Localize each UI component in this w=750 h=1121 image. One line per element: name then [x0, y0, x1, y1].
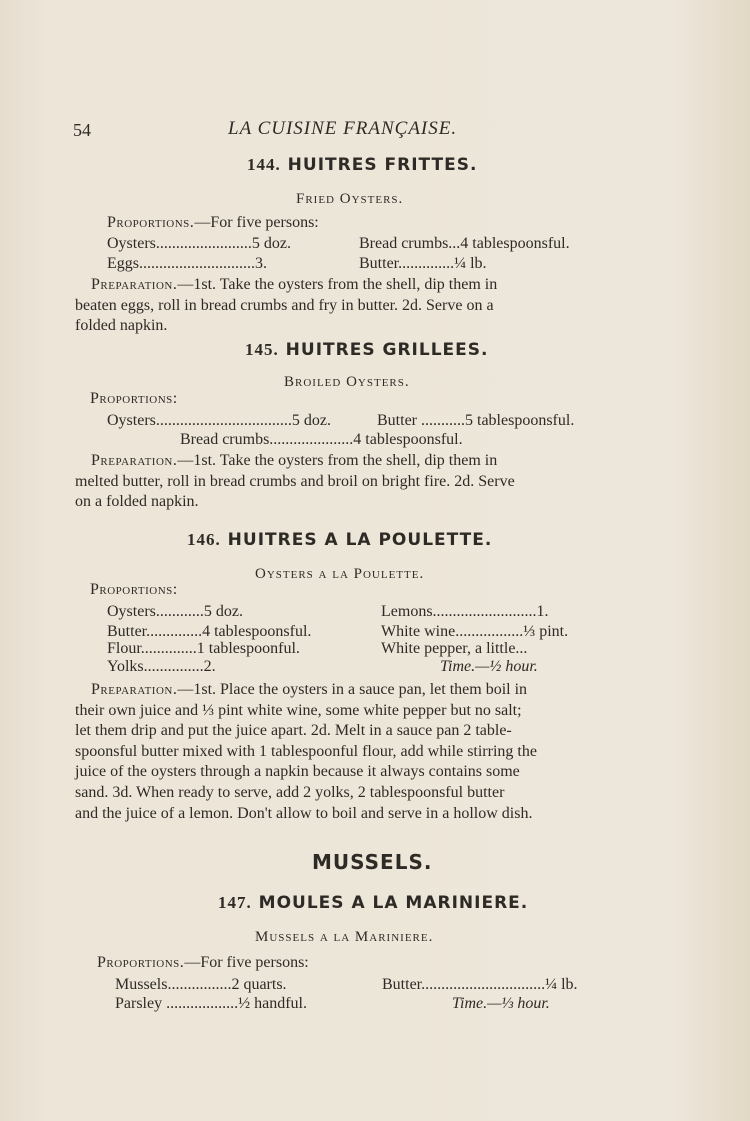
ingredient: Mussels................2 quarts. — [115, 976, 287, 993]
page-number: 54 — [73, 120, 91, 140]
prep-line: and the juice of a lemon. Don't allow to boil and serve in a hollow dish. — [75, 804, 533, 822]
recipe-147-heading — [218, 893, 528, 913]
proportions-note: —For five persons: — [184, 954, 309, 971]
recipe-146-subtitle: Oysters a la Poulette. — [255, 566, 425, 582]
prep-line: —1st. Take the oysters from the shell, dip them in — [177, 452, 498, 469]
recipe-title: HUITRES FRITTES. — [287, 155, 478, 175]
ingredient: Butter..............¼ lb. — [359, 255, 487, 272]
ingredient: Oysters............5 doz. — [107, 603, 243, 620]
prep-line: —1st. Take the oysters from the shell, dip them in — [177, 276, 498, 293]
ingredient: Bread crumbs.....................4 tablespoonsful. — [180, 431, 463, 448]
recipe-title: HUITRES A LA POULETTE. — [227, 530, 493, 550]
recipe-145-heading — [245, 340, 488, 360]
ingredient: Eggs.............................3. — [107, 255, 267, 272]
prep-line: spoonsful butter mixed with 1 tablespoonful flour, add while stirring the — [75, 742, 537, 760]
ingredient: Oysters........................5 doz. — [107, 235, 291, 252]
recipe-number: 146. — [187, 530, 221, 549]
recipe-145-proportions: Proportions: — [90, 390, 178, 407]
recipe-title: HUITRES GRILLEES. — [285, 340, 489, 360]
proportions-label: Proportions. — [107, 214, 195, 231]
cooking-time: Time.—½ hour. — [440, 658, 538, 675]
recipe-147-proportions — [97, 954, 309, 972]
ingredient: Butter ...........5 tablespoonsful. — [377, 412, 575, 429]
proportions-note: —For five persons: — [194, 214, 319, 231]
prep-line: —1st. Place the oysters in a sauce pan, let them boil in — [177, 681, 528, 698]
ingredient: Butter..............4 tablespoonsful. — [107, 623, 312, 640]
recipe-144-heading — [247, 155, 477, 175]
recipe-146-heading — [187, 530, 492, 550]
prep-line: let them drip and put the juice apart. 2d. Melt in a sauce pan 2 table- — [75, 722, 512, 740]
recipe-146-proportions: Proportions: — [90, 581, 178, 598]
recipe-number: 144. — [247, 155, 281, 174]
recipe-147-subtitle: Mussels a la Mariniere. — [255, 929, 434, 945]
ingredient: Butter...............................¼ lb. — [382, 976, 578, 993]
ingredient: Bread crumbs...4 tablespoonsful. — [359, 235, 570, 252]
recipe-title: MOULES A LA MARINIERE. — [258, 893, 529, 913]
prep-line: beaten eggs, roll in bread crumbs and fry in butter. 2d. Serve on a — [75, 296, 494, 314]
recipe-144-proportions — [107, 214, 319, 232]
recipe-145-preparation — [75, 451, 645, 513]
ingredient: Parsley ..................½ handful. — [115, 995, 307, 1012]
recipe-146-preparation — [75, 680, 647, 824]
recipe-number: 145. — [245, 340, 279, 359]
prep-line: melted butter, roll in bread crumbs and broil on bright fire. 2d. Serve — [75, 472, 515, 490]
recipe-145-subtitle: Broiled Oysters. — [284, 374, 410, 390]
ingredient: Lemons..........................1. — [381, 603, 549, 620]
proportions-label: Proportions. — [97, 954, 185, 971]
ingredient: Oysters..................................5 doz. — [107, 412, 331, 429]
ingredient: White wine.................⅓ pint. — [381, 623, 569, 640]
ingredient: Flour..............1 tablespoonful. — [107, 640, 300, 657]
prep-line: juice of the oysters through a napkin because it always contains some — [75, 763, 520, 781]
section-heading-mussels: MUSSELS. — [312, 850, 433, 874]
ingredient: Yolks...............2. — [107, 658, 216, 675]
recipe-144-preparation — [75, 275, 645, 337]
preparation-label: Preparation. — [91, 681, 178, 698]
recipe-number: 147. — [218, 893, 252, 912]
recipe-144-subtitle: Fried Oysters. — [296, 191, 404, 207]
preparation-label: Preparation. — [91, 276, 178, 293]
prep-line: on a folded napkin. — [75, 493, 199, 511]
prep-line: sand. 3d. When ready to serve, add 2 yolks, 2 tablespoonsful butter — [75, 783, 505, 801]
ingredient: White pepper, a little... — [381, 640, 528, 657]
running-title: LA CUISINE FRANÇAISE. — [228, 118, 458, 139]
prep-line: their own juice and ⅓ pint white wine, some white pepper but no salt; — [75, 701, 522, 719]
cooking-time: Time.—⅓ hour. — [452, 995, 550, 1012]
prep-line: folded napkin. — [75, 317, 168, 335]
preparation-label: Preparation. — [91, 452, 178, 469]
